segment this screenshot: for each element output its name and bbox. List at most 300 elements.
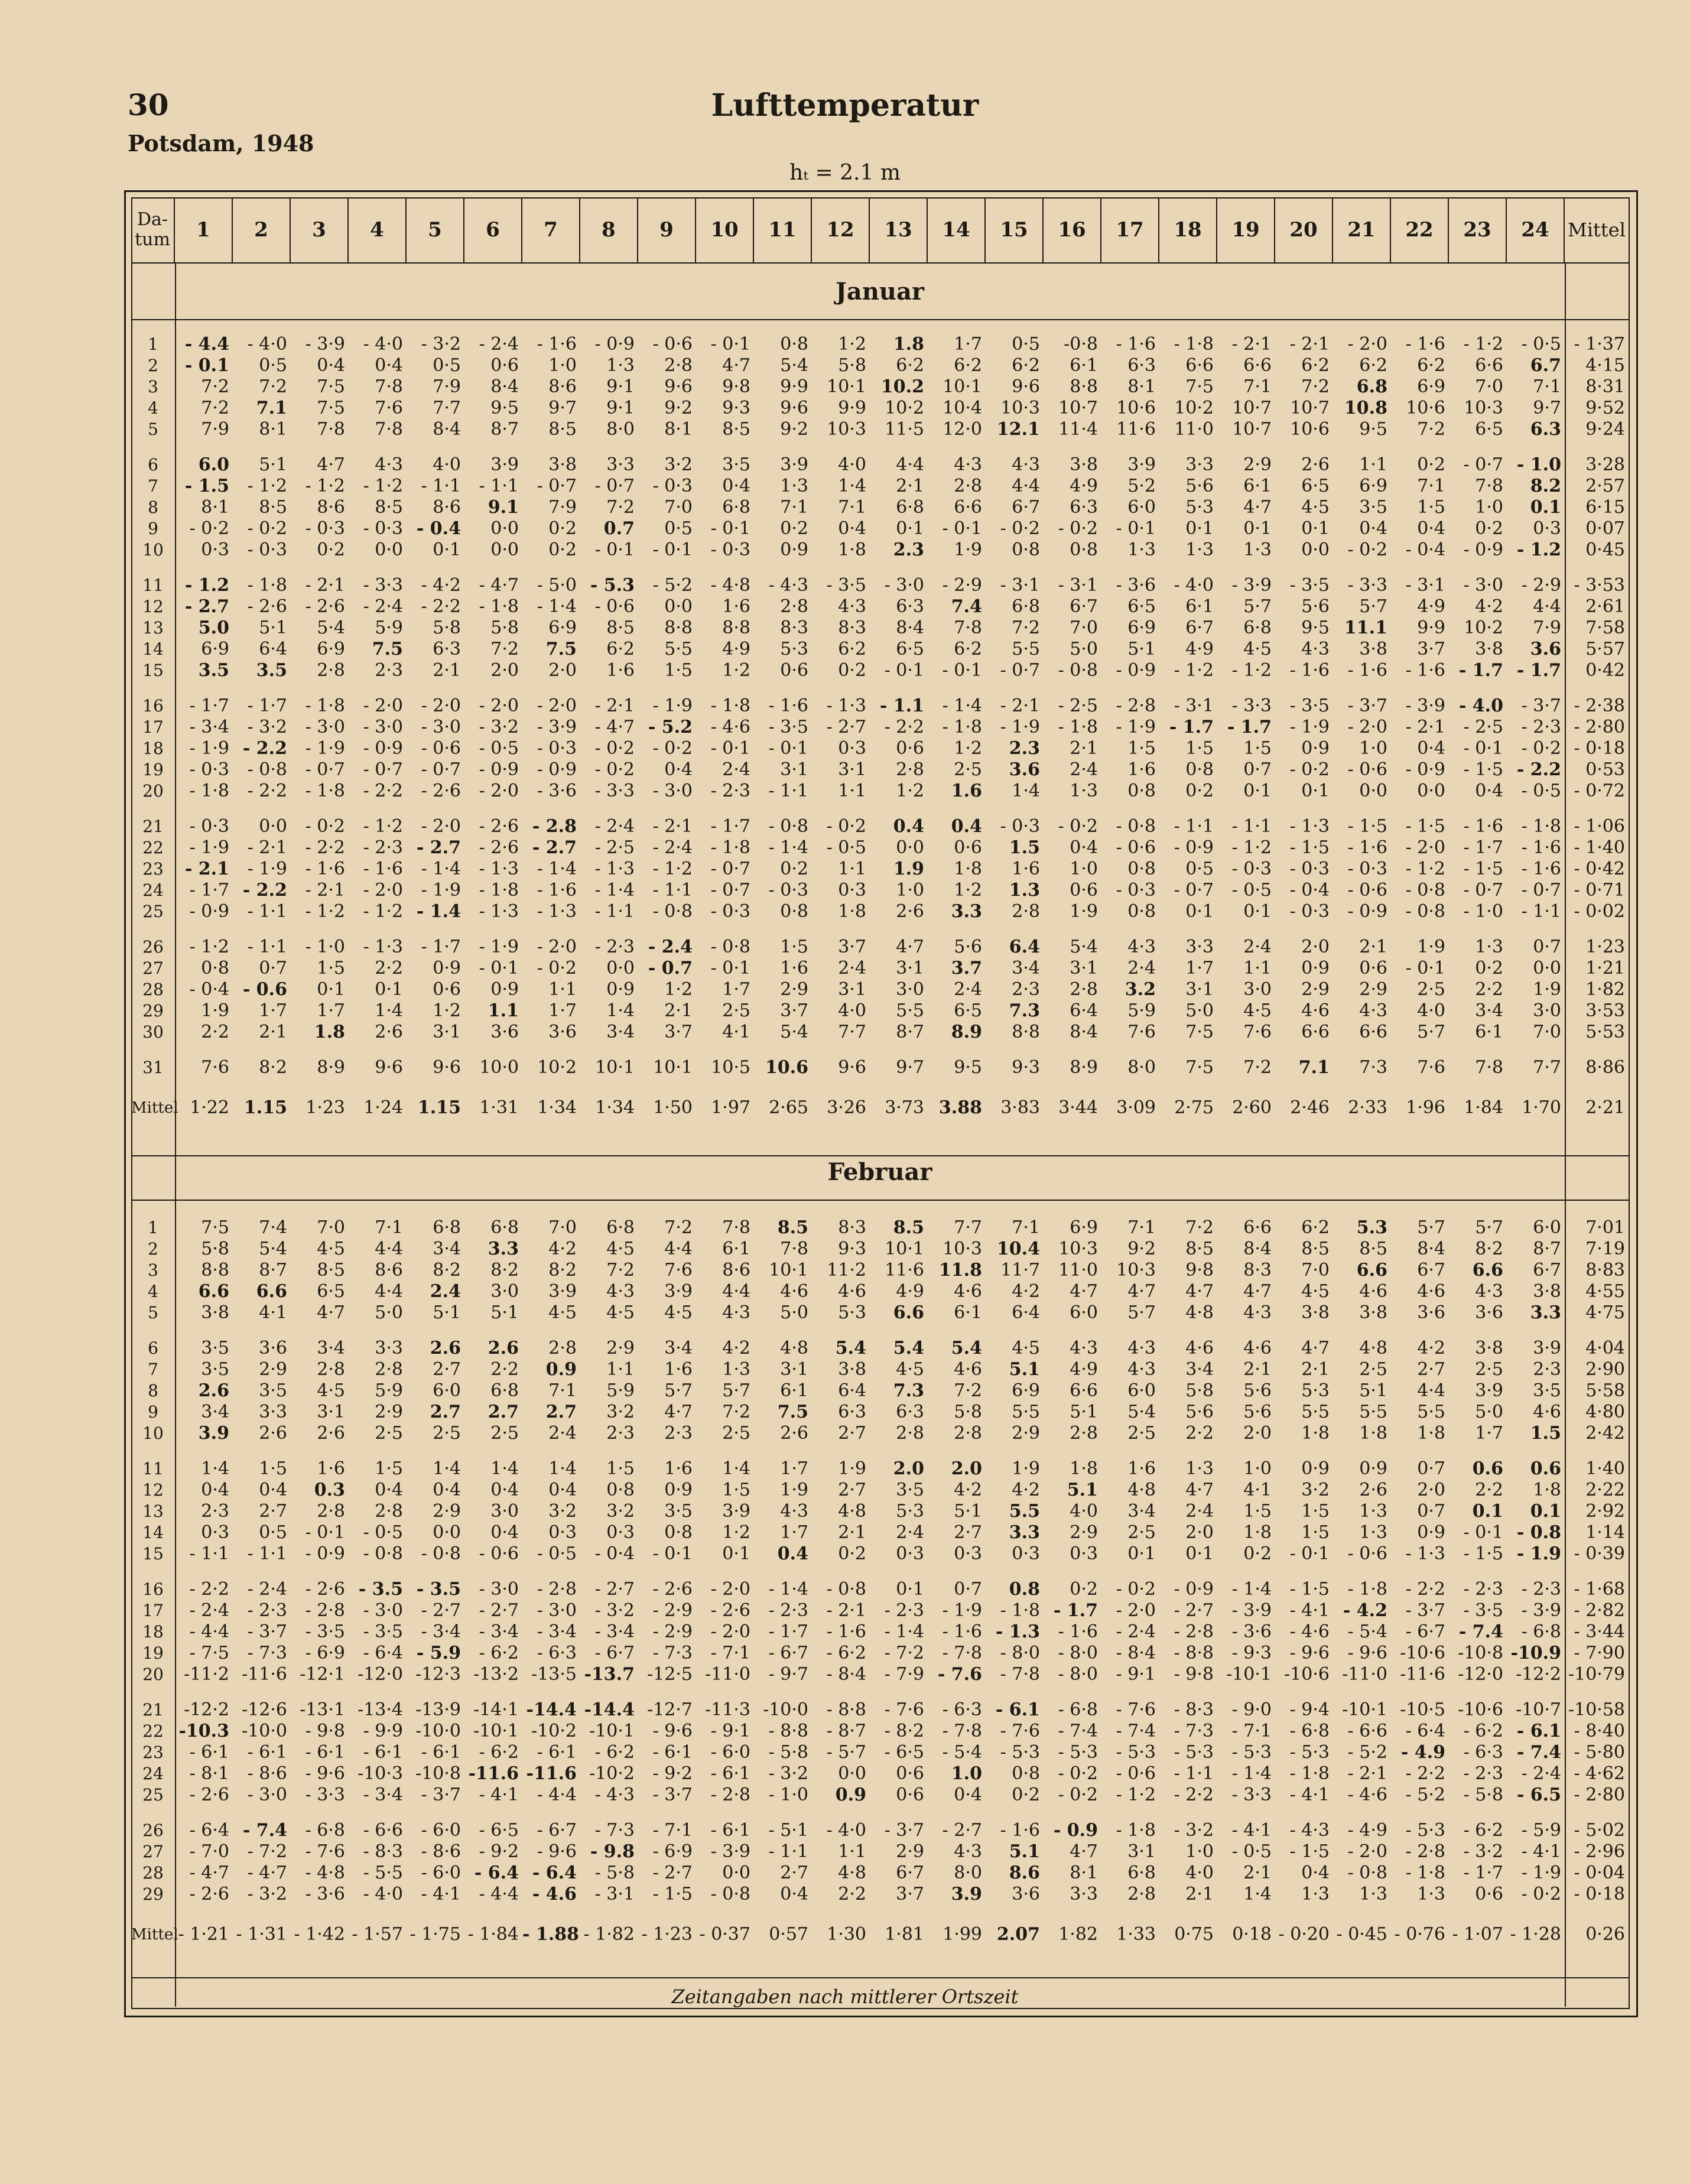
header-hour: 10 [696, 197, 754, 262]
month-title-januar: Januar [836, 278, 924, 306]
temp-cell: 0·4 [1475, 781, 1503, 801]
temp-cell: - 0·3 [189, 759, 229, 780]
temp-cell: 6.6 [256, 1281, 287, 1302]
temp-cell: - 2.2 [242, 880, 287, 901]
temp-cell: 5·3 [780, 639, 808, 659]
temp-cell: 7·2 [606, 1260, 635, 1280]
date-cell: 2 [148, 1239, 158, 1259]
temp-cell: - 0·1 [1463, 1522, 1503, 1543]
temp-cell: 10·2 [885, 398, 924, 418]
temp-cell: 8·4 [896, 618, 924, 638]
temp-cell: - 2.2 [1516, 759, 1561, 780]
temp-cell: 1·6 [606, 660, 635, 681]
temp-cell: 2·3 [201, 1501, 229, 1522]
table-row [131, 1480, 1629, 1501]
temp-cell: - 2·1 [1231, 334, 1272, 355]
temp-cell: 0·4 [780, 1884, 808, 1904]
temp-cell: 6·0 [1070, 1302, 1098, 1323]
temp-cell: 6·0 [1127, 1380, 1156, 1401]
temp-cell: 2·4 [1185, 1501, 1214, 1522]
temp-cell: - 0·8 [1116, 816, 1156, 837]
temp-cell: - 1·4 [768, 837, 808, 858]
temp-cell: - 2·3 [363, 837, 403, 858]
temp-cell: - 0·6 [594, 596, 635, 617]
temp-cell: 5.0 [198, 618, 229, 638]
temp-cell: - 0·6 [1347, 880, 1387, 901]
temp-cell: - 9·8 [305, 1721, 345, 1741]
temp-cell: - 2·4 [363, 596, 403, 617]
daily-mean-cell: 0·53 [1585, 759, 1625, 780]
temp-cell: - 1·3 [1289, 816, 1330, 837]
table-row [131, 334, 1629, 355]
temp-cell: - 2·8 [1174, 1621, 1214, 1642]
temp-cell: - 3·6 [305, 1884, 345, 1904]
temp-cell: -10·3 [358, 1763, 403, 1784]
temp-cell: 2·6 [896, 901, 924, 922]
temp-cell: 4·5 [1301, 1281, 1330, 1302]
temp-cell: 0·1 [375, 979, 403, 1000]
temp-cell: 8·3 [1243, 1260, 1272, 1280]
temp-cell: 7·1 [1417, 476, 1445, 496]
temp-cell: 5·4 [1127, 1402, 1156, 1422]
temp-cell: 0·4 [838, 518, 866, 539]
temp-cell: 3·6 [490, 1022, 519, 1042]
temp-cell: 10·3 [827, 419, 866, 440]
temp-cell: - 6·7 [1405, 1621, 1445, 1642]
temp-cell: 2·1 [1359, 937, 1387, 957]
date-cell: 12 [142, 1480, 164, 1500]
temp-cell: 5·0 [1185, 1000, 1214, 1021]
temp-cell: - 1·8 [479, 596, 519, 617]
temp-cell: - 6·2 [1463, 1721, 1503, 1741]
temp-cell: 6·7 [1012, 497, 1040, 518]
temp-cell: 4·2 [1417, 1338, 1445, 1358]
temp-cell: 0·4 [259, 1480, 287, 1500]
temp-cell: 8·7 [490, 419, 519, 440]
temp-cell: 3·4 [1185, 1359, 1214, 1380]
temp-cell: 5·8 [954, 1402, 982, 1422]
temp-cell: 0·4 [722, 476, 750, 496]
temp-cell: - 8·8 [826, 1699, 866, 1720]
temp-cell: - 5·8 [594, 1863, 635, 1883]
temp-cell: 0·4 [490, 1522, 519, 1543]
temp-cell: - 0·9 [1463, 540, 1503, 560]
temp-cell: 10·2 [537, 1057, 577, 1078]
temp-cell: - 2·9 [1521, 575, 1561, 596]
temp-cell: 10·6 [1406, 398, 1445, 418]
temp-cell: 6·2 [1301, 1217, 1330, 1238]
temp-cell: - 3·4 [363, 1785, 403, 1805]
temp-cell: 5·3 [896, 1501, 924, 1522]
temp-cell: - 3·2 [594, 1600, 635, 1621]
temp-cell: 6.0 [198, 454, 229, 475]
temp-cell: - 0·7 [710, 859, 750, 879]
temp-cell: 3·7 [1417, 639, 1445, 659]
temp-cell: 3·1 [1127, 1841, 1156, 1862]
temp-cell: 2·9 [1301, 979, 1330, 1000]
temp-cell: 7·9 [433, 376, 461, 397]
temp-cell: 8·2 [490, 1260, 519, 1280]
temp-cell: 4·5 [548, 1302, 577, 1323]
table-row [131, 979, 1629, 1000]
temp-cell: - 0·9 [479, 759, 519, 780]
temp-cell: - 1·2 [363, 476, 403, 496]
temp-cell: 2·5 [433, 1423, 461, 1444]
daily-mean-cell: 5·57 [1585, 639, 1625, 659]
temp-cell: - 1·1 [768, 1841, 808, 1862]
temp-cell: 4·0 [1070, 1501, 1098, 1522]
temp-cell: 5·7 [1417, 1022, 1445, 1042]
temp-cell: 3·8 [1533, 1281, 1561, 1302]
temp-cell: 2·4 [954, 979, 982, 1000]
temp-cell: 2·1 [259, 1022, 287, 1042]
height-note: hₜ = 2.1 m [789, 161, 901, 185]
table-row [131, 639, 1629, 660]
temp-cell: 3·4 [1127, 1501, 1156, 1522]
temp-cell: 8.6 [1009, 1863, 1040, 1883]
temp-cell: 6·1 [1475, 1022, 1503, 1042]
temp-cell: -10·6 [1400, 1643, 1445, 1663]
temp-cell: 8·0 [606, 419, 635, 440]
date-cell: 4 [148, 398, 158, 418]
temp-cell: 5·9 [606, 1380, 635, 1401]
date-cell: 25 [142, 902, 164, 921]
temp-cell: 2·8 [896, 759, 924, 780]
temp-cell: 7·0 [317, 1217, 345, 1238]
temp-cell: 2.6 [430, 1338, 461, 1358]
date-cell: 3 [148, 377, 158, 396]
temp-cell: 2·9 [1243, 454, 1272, 475]
temp-cell: 2·8 [954, 1423, 982, 1444]
table-row [131, 1721, 1629, 1742]
temp-cell: - 3·1 [594, 1884, 635, 1904]
temp-cell: 0·8 [1070, 540, 1098, 560]
date-cell: 20 [142, 781, 164, 801]
temp-cell: - 4·1 [1289, 1600, 1330, 1621]
temp-cell: - 1·4 [942, 696, 982, 716]
temp-cell: - 1·2 [1463, 334, 1503, 355]
temp-cell: 6.6 [1356, 1260, 1387, 1280]
temp-cell: - 1.2 [184, 575, 229, 596]
temp-cell: - 1·1 [768, 781, 808, 801]
temp-cell: 3·4 [433, 1239, 461, 1259]
temp-cell: - 0·1 [768, 738, 808, 759]
temp-cell: 4·4 [375, 1281, 403, 1302]
temp-cell: 2·1 [433, 660, 461, 681]
table-row [131, 376, 1629, 398]
temp-cell: - 0·7 [363, 759, 403, 780]
temp-cell: - 2·2 [884, 717, 924, 737]
temp-cell: - 0·76 [1394, 1924, 1445, 1945]
temp-cell: 4·5 [1243, 1000, 1272, 1021]
temp-cell: 3·5 [722, 454, 750, 475]
temp-cell: - 6.4 [474, 1863, 519, 1883]
temp-cell: - 1·7 [247, 696, 287, 716]
temp-cell: - 0·9 [1174, 1579, 1214, 1600]
temp-cell: 5·5 [664, 639, 693, 659]
temp-cell: 1·5 [722, 1480, 750, 1500]
table-row [131, 958, 1629, 979]
temp-cell: 3·3 [1070, 1884, 1098, 1904]
temp-cell: - 5.3 [590, 575, 635, 596]
temp-cell: - 1·6 [1405, 334, 1445, 355]
temp-cell: - 2·4 [1521, 1763, 1561, 1784]
temp-cell: 4·6 [1185, 1338, 1214, 1358]
temp-cell: 1.0 [951, 1763, 982, 1784]
temp-cell: 1·22 [190, 1097, 229, 1118]
temp-cell: 4·3 [1359, 1000, 1387, 1021]
temp-cell: - 2·0 [710, 1579, 750, 1600]
table-row [131, 1022, 1629, 1043]
temp-cell: 10·2 [1174, 398, 1214, 418]
temp-cell: - 1·6 [1521, 859, 1561, 879]
temp-cell: 1.1 [488, 1000, 519, 1021]
temp-cell: 0·5 [433, 355, 461, 376]
temp-cell: - 1·8 [1347, 1579, 1387, 1600]
temp-cell: 1·2 [954, 738, 982, 759]
temp-cell: 9·5 [490, 398, 519, 418]
temp-cell: - 0·7 [710, 880, 750, 901]
temp-cell: - 2·1 [1405, 717, 1445, 737]
temp-cell: - 2·7 [594, 1579, 635, 1600]
temp-cell: - 0·2 [594, 759, 635, 780]
table-row [131, 1863, 1629, 1884]
temp-cell: - 2·7 [942, 1820, 982, 1841]
temp-cell: 0·0 [838, 1763, 866, 1784]
temp-cell: 1·5 [259, 1458, 287, 1479]
temp-cell: 6·9 [201, 639, 229, 659]
temp-cell: - 0·2 [1116, 1579, 1156, 1600]
temp-cell: 5·6 [1185, 476, 1214, 496]
date-cell: 2 [148, 356, 158, 375]
temp-cell: - 0·2 [652, 738, 693, 759]
temp-cell: 1·3 [1359, 1884, 1387, 1904]
temp-cell: 7·8 [375, 419, 403, 440]
temp-cell: - 6·4 [189, 1820, 229, 1841]
temp-cell: 3·9 [722, 1501, 750, 1522]
date-cell: 27 [142, 958, 164, 978]
temp-cell: 4·6 [954, 1281, 982, 1302]
temp-cell: 4·7 [1070, 1841, 1098, 1862]
temp-cell: 4·9 [896, 1281, 924, 1302]
temp-cell: - 5·1 [768, 1820, 808, 1841]
temp-cell: - 2·3 [1463, 1763, 1503, 1784]
temp-cell: - 0·4 [1405, 540, 1445, 560]
temp-cell: - 6·6 [1347, 1721, 1387, 1741]
temp-cell: - 5.2 [648, 717, 693, 737]
temp-cell: - 5·3 [1000, 1742, 1040, 1763]
temp-cell: - 1·2 [247, 476, 287, 496]
temp-cell: 0·2 [1243, 1543, 1272, 1564]
temp-cell: - 0·9 [1347, 901, 1387, 922]
temp-cell: 2·9 [896, 1841, 924, 1862]
temp-cell: 1·7 [259, 1000, 287, 1021]
temp-cell: - 7·1 [652, 1820, 693, 1841]
temp-cell: - 7.4 [1458, 1621, 1503, 1642]
temp-cell: - 1·8 [1521, 816, 1561, 837]
temp-cell: - 9·4 [1289, 1699, 1330, 1720]
temp-cell: 0·2 [838, 1543, 866, 1564]
temp-cell: 10·3 [1464, 398, 1503, 418]
temp-cell: 0·3 [1012, 1543, 1040, 1564]
daily-mean-cell: - 2·80 [1574, 717, 1625, 737]
temp-cell: 1·3 [1243, 540, 1272, 560]
temp-cell: - 1·7 [710, 816, 750, 837]
temp-cell: - 3·2 [1174, 1820, 1214, 1841]
temp-cell: 2·8 [664, 355, 693, 376]
temp-cell: - 1·07 [1452, 1924, 1503, 1945]
temp-cell: 1·9 [954, 540, 982, 560]
temp-cell: 6·4 [259, 639, 287, 659]
temp-cell: - 1.88 [522, 1924, 579, 1945]
header-hour: 1 [175, 197, 233, 262]
temp-cell: 3·4 [606, 1022, 635, 1042]
temp-cell: 0·9 [1301, 1458, 1330, 1479]
temp-cell: 8·1 [201, 497, 229, 518]
temp-cell: - 3·9 [305, 334, 345, 355]
temp-cell: - 9·6 [1347, 1643, 1387, 1663]
temp-cell: - 0·7 [537, 476, 577, 496]
temp-cell: 6·0 [1533, 1217, 1561, 1238]
header-mean: Mittel [1568, 219, 1626, 241]
temp-cell: - 0·7 [1463, 454, 1503, 475]
header-hour: 22 [1391, 197, 1449, 262]
temp-cell: - 0·2 [305, 816, 345, 837]
temp-cell: 8·3 [838, 1217, 866, 1238]
daily-mean-cell: 1·40 [1585, 1458, 1625, 1479]
temp-cell: 3·3 [606, 454, 635, 475]
temp-cell: - 2·1 [652, 816, 693, 837]
date-cell: 27 [142, 1842, 164, 1861]
temp-cell: 2·2 [201, 1022, 229, 1042]
temp-cell: - 1·8 [479, 880, 519, 901]
temp-cell: - 2·3 [768, 1600, 808, 1621]
temp-cell: 6.7 [1530, 355, 1561, 376]
temp-cell: 5·7 [664, 1380, 693, 1401]
temp-cell: 0·1 [1127, 1543, 1156, 1564]
temp-cell: 8·2 [548, 1260, 577, 1280]
temp-cell: 2·60 [1232, 1097, 1272, 1118]
temp-cell: - 3·9 [710, 1841, 750, 1862]
temp-cell: 2·8 [1070, 1423, 1098, 1444]
temp-cell: 10.8 [1344, 398, 1387, 418]
temp-cell: - 1·0 [768, 1785, 808, 1805]
temp-cell: 4·9 [1070, 1359, 1098, 1380]
temp-cell: - 2·0 [479, 781, 519, 801]
temp-cell: 5·7 [1475, 1217, 1503, 1238]
temp-cell: - 2·0 [537, 696, 577, 716]
temp-cell: 4·7 [1185, 1281, 1214, 1302]
temp-cell: 6·6 [1070, 1380, 1098, 1401]
temp-cell: - 0·1 [594, 540, 635, 560]
table-row [131, 717, 1629, 738]
temp-cell: 5.3 [1356, 1217, 1387, 1238]
temp-cell: 7·8 [780, 1239, 808, 1259]
header-hour: 15 [986, 197, 1044, 262]
temp-cell: - 4·0 [826, 1820, 866, 1841]
temp-cell: - 7·2 [247, 1841, 287, 1862]
temp-cell: 7·5 [1185, 376, 1214, 397]
date-cell: 15 [142, 1544, 164, 1564]
temp-cell: 1·4 [1012, 781, 1040, 801]
temp-cell: - 0·8 [1405, 901, 1445, 922]
temp-cell: - 4·8 [710, 575, 750, 596]
temp-cell: - 1·5 [1289, 1579, 1330, 1600]
table-row [131, 1302, 1629, 1324]
temp-cell: 1·5 [1417, 497, 1445, 518]
temp-cell: 1·5 [1243, 738, 1272, 759]
date-cell: 20 [142, 1665, 164, 1684]
table-row [131, 660, 1629, 681]
temp-cell: 0·9 [490, 979, 519, 1000]
temp-cell: 0·6 [490, 355, 519, 376]
temp-cell: - 8·0 [1058, 1664, 1098, 1685]
temp-cell: 0·6 [896, 1763, 924, 1784]
daily-mean-cell: - 8·40 [1574, 1721, 1625, 1741]
daily-mean-cell: - 0·04 [1574, 1863, 1625, 1883]
temp-cell: 7·2 [490, 639, 519, 659]
temp-cell: - 0·5 [537, 1543, 577, 1564]
temp-cell: - 8·8 [768, 1721, 808, 1741]
temp-cell: 2·65 [769, 1097, 808, 1118]
table-row [131, 454, 1629, 476]
temp-cell: - 1.3 [995, 1621, 1040, 1642]
temp-cell: - 2·7 [421, 1600, 461, 1621]
temp-cell: 2·8 [780, 596, 808, 617]
temp-cell: - 9·1 [1116, 1664, 1156, 1685]
temp-cell: 3·4 [317, 1338, 345, 1358]
temp-cell: - 3·5 [363, 1621, 403, 1642]
temp-cell: - 2·5 [1463, 717, 1503, 737]
section-rule-februar [131, 1200, 1629, 1201]
temp-cell: - 2·8 [537, 1579, 577, 1600]
temp-cell: - 1·1 [479, 476, 519, 496]
temp-cell: - 3·0 [247, 1785, 287, 1805]
temp-cell: - 0·3 [305, 518, 345, 539]
temp-cell: - 1·6 [537, 334, 577, 355]
temp-cell: 7·8 [722, 1217, 750, 1238]
temp-cell: -11·2 [184, 1664, 229, 1685]
temp-cell: 4·5 [317, 1239, 345, 1259]
temp-cell: 6·3 [838, 1402, 866, 1422]
temp-cell: - 2·8 [1116, 696, 1156, 716]
date-cell: 10 [142, 1424, 164, 1443]
temp-cell: 8·7 [1533, 1239, 1561, 1259]
temp-cell: - 3·1 [1058, 575, 1098, 596]
temp-cell: 0·4 [1301, 1863, 1330, 1883]
daily-mean-cell: 5·53 [1585, 1022, 1625, 1042]
temp-cell: 8·3 [780, 618, 808, 638]
temp-cell: 1.6 [951, 781, 982, 801]
date-cell: 10 [142, 540, 164, 560]
header-hour: 16 [1044, 197, 1101, 262]
temp-cell: 4·4 [1533, 596, 1561, 617]
temp-cell: -12·7 [647, 1699, 693, 1720]
date-cell: 9 [148, 519, 158, 538]
temp-cell: - 4·7 [189, 1863, 229, 1883]
temp-cell: 1·30 [827, 1924, 866, 1945]
temp-cell: - 2·2 [363, 781, 403, 801]
temp-cell: - 0·2 [594, 738, 635, 759]
temp-cell: - 4·1 [1521, 1841, 1561, 1862]
temp-cell: - 2·8 [710, 1785, 750, 1805]
temp-cell: - 6·1 [305, 1742, 345, 1763]
temp-cell: 3·1 [317, 1402, 345, 1422]
temp-cell: 2·4 [838, 958, 866, 979]
temp-cell: 0·8 [1127, 901, 1156, 922]
temp-cell: - 9·2 [479, 1841, 519, 1862]
temp-cell: - 9·9 [363, 1721, 403, 1741]
